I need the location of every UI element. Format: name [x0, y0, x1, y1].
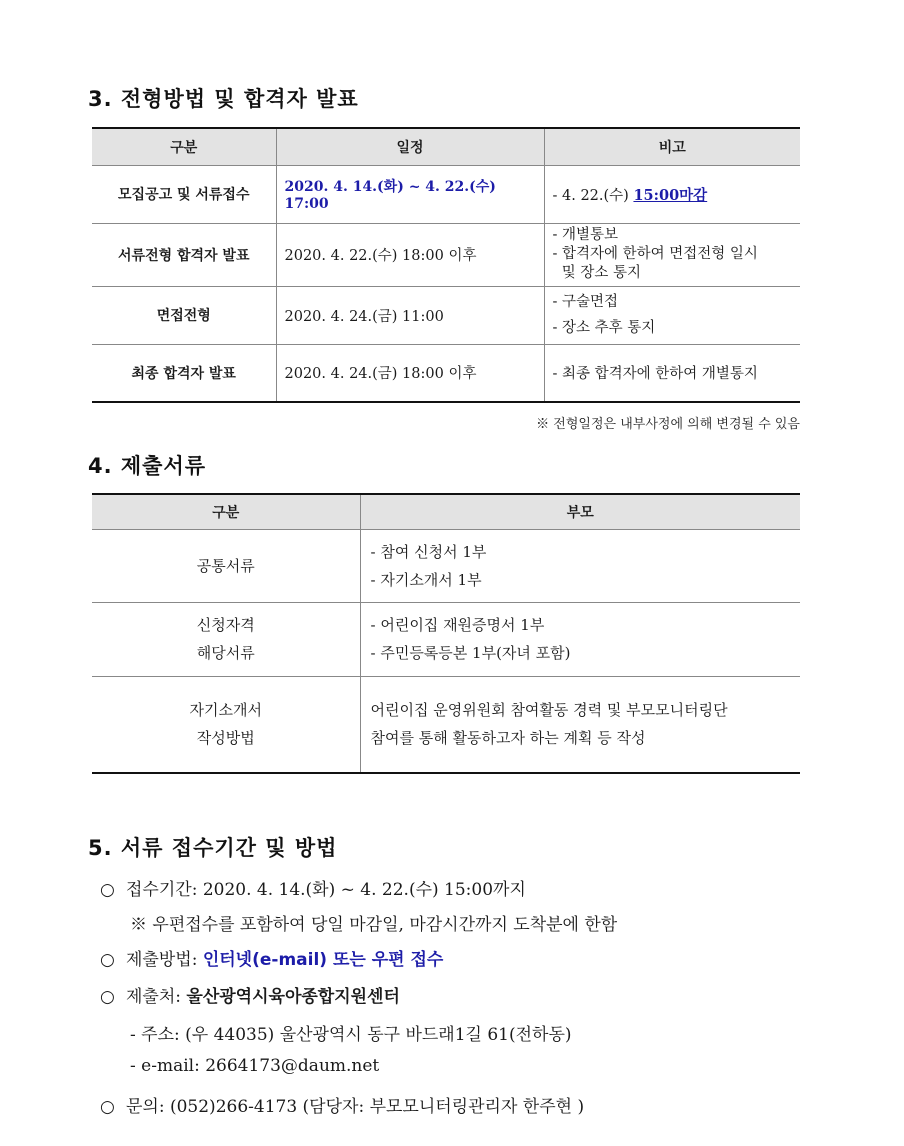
note-text: - 4. 22.(수) [552, 187, 634, 204]
note-line: 및 장소 통지 [552, 265, 641, 281]
column-header: 구분 [92, 494, 360, 529]
table-row [92, 602, 800, 676]
table-row [92, 676, 800, 773]
inquiry-text: 문의: (052)266-4173 (담당자: 부모모니터링관리자 한주현 ) [126, 1097, 585, 1117]
category-line: 해당서류 [196, 644, 255, 662]
row-schedule: 2020. 4. 14.(화) ~ 4. 22.(수) 17:00 [276, 165, 544, 223]
column-header: 부모 [360, 494, 800, 529]
row-items [360, 676, 800, 773]
row-schedule: 2020. 4. 22.(수) 18:00 이후 [276, 223, 544, 286]
item-line: 참여를 통해 활동하고자 하는 계획 등 작성 [370, 729, 646, 748]
column-header: 비고 [544, 128, 800, 165]
method-line [100, 945, 443, 970]
item-line: - 주민등록등본 1부(자녀 포함) [370, 644, 571, 662]
table-row [92, 344, 800, 402]
table-row [92, 529, 800, 602]
item-line: 어린이집 운영위원회 참여활동 경력 및 부모모니터링단 [370, 701, 728, 720]
method-label: 제출방법: [126, 950, 203, 970]
bullet-icon: ○ [100, 1097, 115, 1117]
item-line: - 어린이집 재원증명서 1부 [370, 616, 545, 634]
note-line: - 장소 추후 통지 [552, 320, 656, 336]
section4-heading: 4. 제출서류 [88, 454, 207, 478]
note-line: - 구술면접 [552, 294, 619, 310]
row-note [544, 286, 800, 344]
table-header-row [92, 128, 800, 165]
address-line: - 주소: (우 44035) 울산광역시 동구 바드래1길 61(전하동) [130, 1025, 572, 1045]
period-text: 접수기간: 2020. 4. 14.(화) ~ 4. 22.(수) 15:00까지 [126, 880, 526, 900]
column-header: 구분 [92, 128, 276, 165]
bullet-icon: ○ [100, 880, 115, 900]
period-note: ※ 우편접수를 포함하여 당일 마감일, 마감시간까지 도착분에 한함 [130, 915, 618, 935]
table-header-row [92, 494, 800, 529]
row-category [92, 529, 360, 602]
note-line: - 개별통보 [552, 227, 619, 243]
row-schedule: 2020. 4. 24.(금) 18:00 이후 [276, 344, 544, 402]
category-line: 신청자격 [196, 616, 255, 634]
row-items [360, 529, 800, 602]
bullet-icon: ○ [100, 950, 115, 970]
schedule-footnote: ※ 전형일정은 내부사정에 의해 변경될 수 있음 [536, 417, 800, 432]
place-label: 제출처: [126, 987, 187, 1007]
item-line: - 참여 신청서 1부 [370, 542, 487, 561]
note-line: - 합격자에 한하여 면접전형 일시 [552, 246, 758, 262]
bullet-icon: ○ [100, 987, 115, 1007]
method-value: 인터넷(e-mail) 또는 우편 접수 [202, 950, 444, 970]
place-value: 울산광역시육아종합지원센터 [186, 987, 400, 1007]
row-note [544, 165, 800, 223]
table-row [92, 286, 800, 344]
section3-heading: 3. 전형방법 및 합격자 발표 [88, 87, 359, 111]
row-category [92, 602, 360, 676]
row-category: 면접전형 [92, 286, 276, 344]
place-line [100, 982, 400, 1007]
row-note [544, 223, 800, 286]
row-note: - 최종 합격자에 한하여 개별통지 [544, 344, 800, 402]
category-line: 작성방법 [196, 729, 255, 748]
row-category [92, 676, 360, 773]
row-category: 서류전형 합격자 발표 [92, 223, 276, 286]
row-category: 모집공고 및 서류접수 [92, 165, 276, 223]
category-line: 공통서류 [196, 556, 255, 575]
period-line [100, 875, 526, 900]
table-row [92, 165, 800, 223]
table-row [92, 223, 800, 286]
deadline-highlight: 15:00마감 [633, 186, 708, 204]
item-line: - 자기소개서 1부 [370, 570, 482, 589]
row-schedule: 2020. 4. 24.(금) 11:00 [276, 286, 544, 344]
category-line: 자기소개서 [189, 701, 262, 720]
email-line[interactable]: - e-mail: 2664173@daum.net [130, 1056, 380, 1076]
row-items [360, 602, 800, 676]
schedule-table [92, 127, 800, 403]
documents-table [92, 493, 800, 774]
inquiry-line [100, 1092, 584, 1117]
column-header: 일정 [276, 128, 544, 165]
section5-heading: 5. 서류 접수기간 및 방법 [88, 836, 338, 860]
row-category: 최종 합격자 발표 [92, 344, 276, 402]
